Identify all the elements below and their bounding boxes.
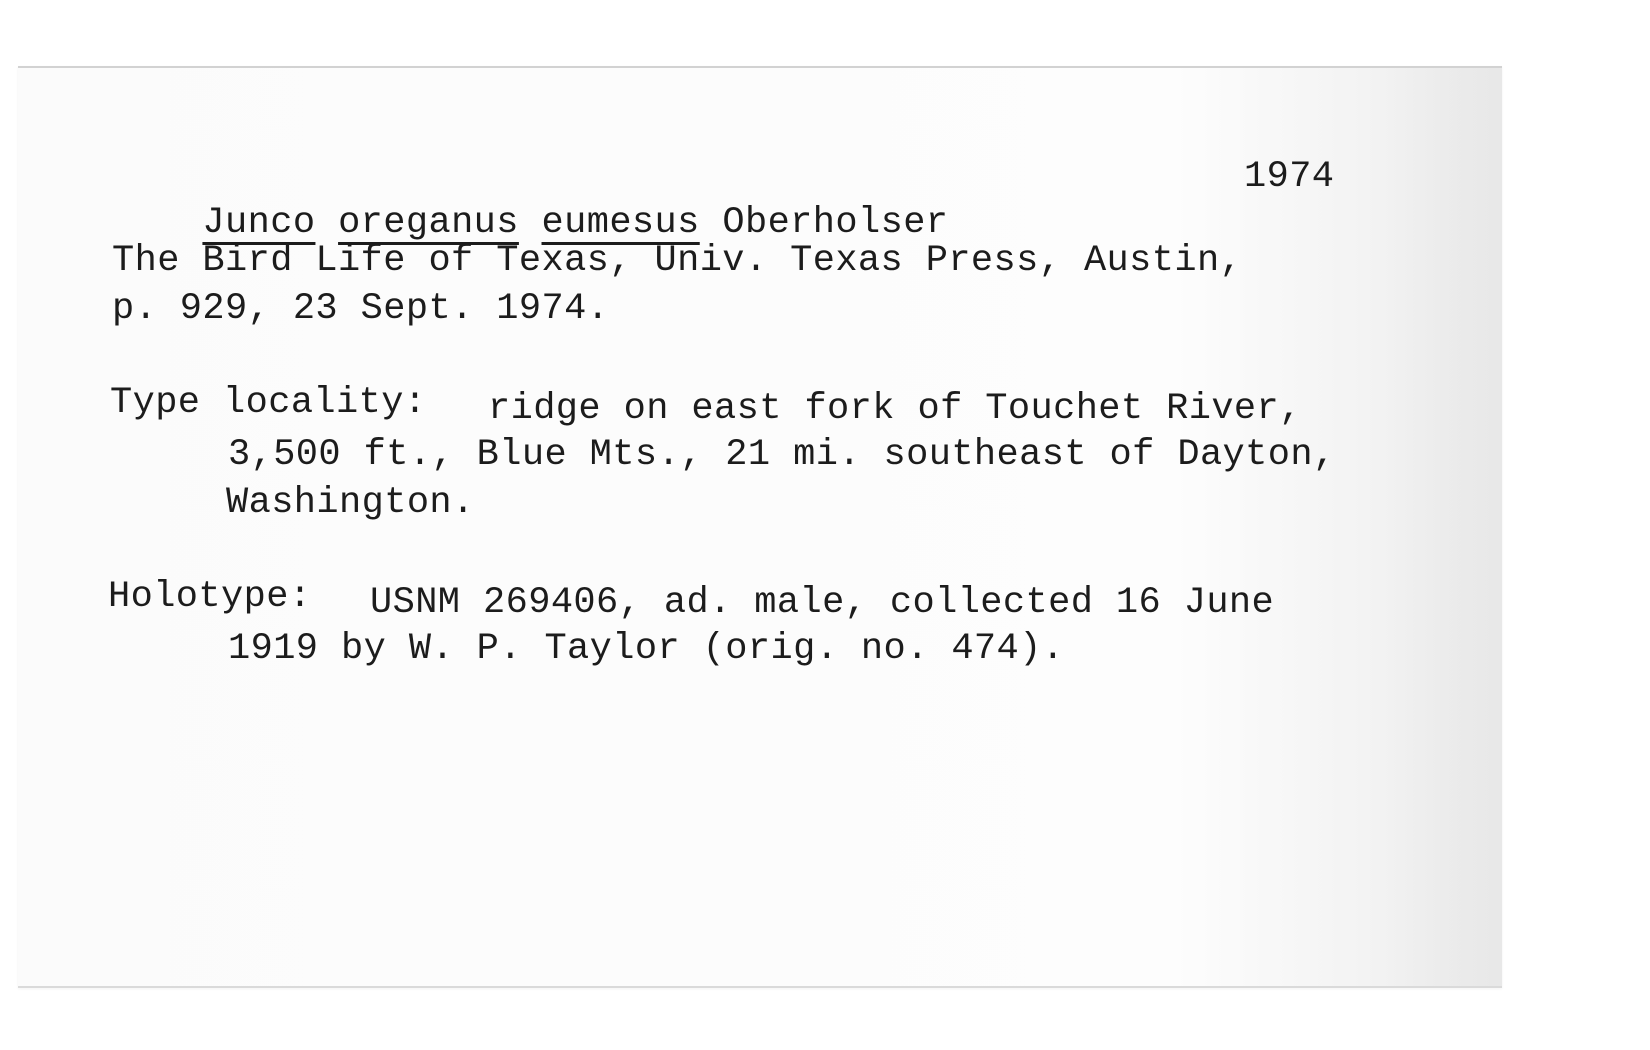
year: 1974 xyxy=(1244,156,1335,198)
type-locality-line-3: Washington. xyxy=(226,482,475,524)
holotype-line-2: 1919 by W. P. Taylor (orig. no. 474). xyxy=(228,628,1065,670)
genus-name: Junco xyxy=(202,202,316,244)
type-locality-line-2: 3,500 ft., Blue Mts., 21 mi. southeast of Dayton, xyxy=(228,434,1336,476)
species-name: oreganus xyxy=(338,202,519,244)
reference-line-2: p. 929, 23 Sept. 1974. xyxy=(112,288,610,330)
holotype-label: Holotype: xyxy=(108,576,312,618)
index-card xyxy=(18,66,1502,988)
card-shadow xyxy=(1382,68,1502,986)
reference-line-1: The Bird Life of Texas, Univ. Texas Press, Austin, xyxy=(112,240,1243,282)
subspecies-name: eumesus xyxy=(541,202,700,244)
author-name: Oberholser xyxy=(722,202,949,244)
type-locality-line-1: ridge on east fork of Touchet River, xyxy=(488,388,1302,430)
holotype-line-1: USNM 269406, ad. male, collected 16 June xyxy=(370,582,1275,624)
type-locality-label: Type locality: xyxy=(110,382,427,424)
